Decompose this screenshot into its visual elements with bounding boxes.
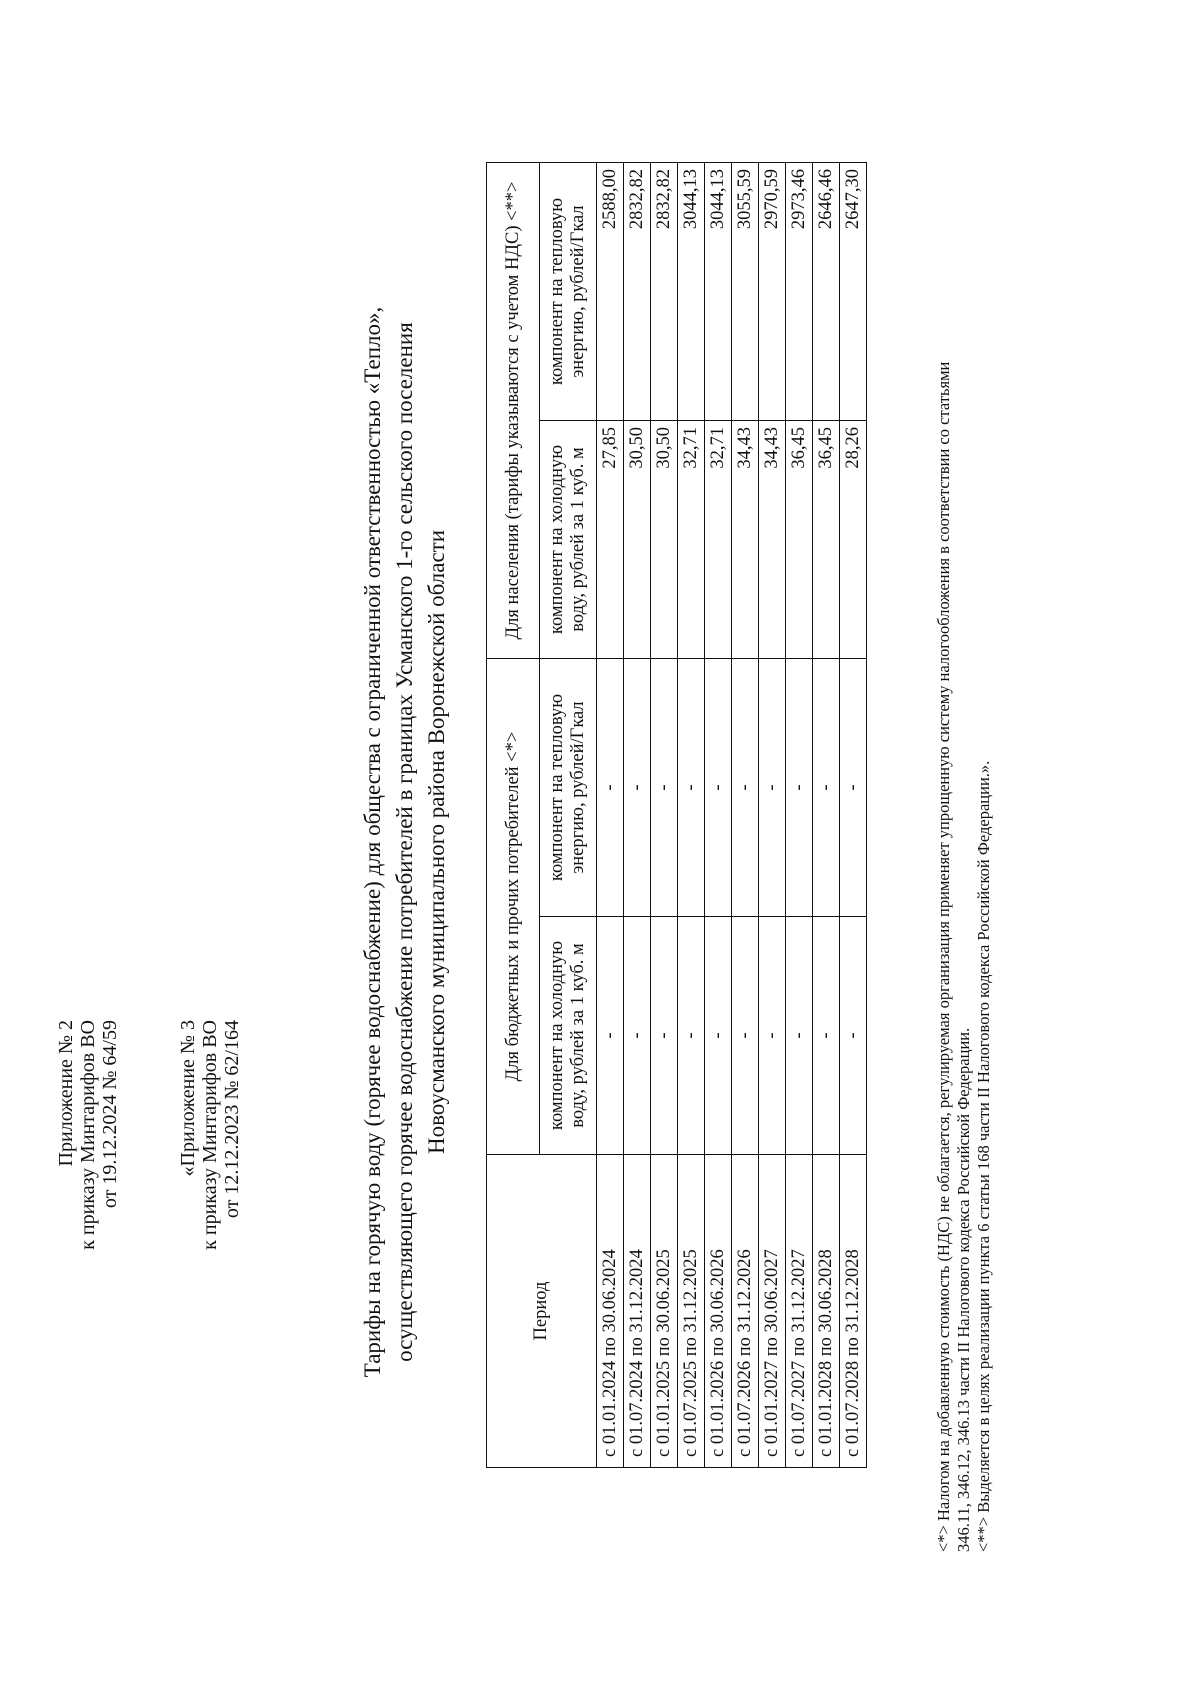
budget-cold-water-cell: - [732,917,759,1155]
title-line-2: осуществляющего горячее водоснабжение потребителей в границах Усманского 1-го сельского поселения [392,322,417,1362]
budget-heat-energy-cell: - [732,659,759,917]
appendix-number: Приложение № 2 [55,1020,77,1167]
previous-appendix-header [177,1020,243,1250]
budget-heat-energy-cell: - [597,659,624,917]
period-cell: с 01.01.2028 по 30.06.2028 [813,1155,840,1468]
appendix-date: от 19.12.2024 № 64/59 [99,1020,121,1209]
budget-cold-water-cell: - [759,917,786,1155]
table-row [597,163,624,1468]
population-heat-energy-cell: 2973,46 [786,163,813,421]
previous-appendix-number: «Приложение № 3 [177,1020,199,1177]
budget-heat-energy-cell: - [651,659,678,917]
footnote-vat-population-text: <**> Выделяется в целях реализации пункта 6 статьи 168 части II Налогового кодекса Российской Федерации.». [974,760,993,1552]
population-cold-water-cell: 32,71 [678,421,705,659]
population-heat-energy-cell: 3044,13 [705,163,732,421]
tariff-table-body [597,163,867,1468]
budget-cold-water-cell: - [651,917,678,1155]
budget-heat-energy-cell: - [705,659,732,917]
budget-heat-energy-cell: - [813,659,840,917]
appendix-header [55,1020,121,1250]
period-cell: с 01.07.2026 по 31.12.2026 [732,1155,759,1468]
population-cold-water-cell: 30,50 [651,421,678,659]
budget-heat-energy-header: компонент на тепловую энергию, рублей/Гкал [540,659,597,917]
budget-cold-water-cell: - [786,917,813,1155]
table-row [678,163,705,1468]
population-cold-water-cell: 28,26 [840,421,867,659]
appendix-order: к приказу Минтарифов ВО [77,1020,99,1250]
table-row [840,163,867,1468]
population-heat-energy-cell: 2646,46 [813,163,840,421]
population-heat-energy-cell: 3055,59 [732,163,759,421]
previous-appendix-order: к приказу Минтарифов ВО [199,1020,221,1250]
population-cold-water-header: компонент на холодную воду, рублей за 1 куб. м [540,421,597,659]
population-cold-water-cell: 32,71 [705,421,732,659]
population-heat-energy-cell: 2588,00 [597,163,624,421]
population-heat-energy-cell: 2970,59 [759,163,786,421]
budget-cold-water-cell: - [813,917,840,1155]
footnote-vat-line-1: <*> Налогом на добавленную стоимость (НДС) не облагается, регулируемая организация применяет упрощенную систему налогообложения в соответствии со статьями [934,361,953,1552]
period-cell: с 01.01.2024 по 30.06.2024 [597,1155,624,1468]
budget-cold-water-cell: - [624,917,651,1155]
budget-heat-energy-cell: - [678,659,705,917]
tariff-table [486,162,867,1468]
table-row [813,163,840,1468]
previous-appendix-date: от 12.12.2023 № 62/164 [221,1020,243,1219]
period-header: Период [487,1155,597,1468]
table-row [732,163,759,1468]
table-row [705,163,732,1468]
table-row [759,163,786,1468]
budget-heat-energy-cell: - [840,659,867,917]
period-cell: с 01.01.2025 по 30.06.2025 [651,1155,678,1468]
budget-consumers-header: Для бюджетных и прочих потребителей <*> [487,659,540,1155]
period-cell: с 01.07.2028 по 31.12.2028 [840,1155,867,1468]
footnote-vat-line-2: 346.11, 346.12, 346.13 части II Налогового кодекса Российской Федерации. [954,1027,973,1552]
budget-cold-water-cell: - [597,917,624,1155]
population-cold-water-cell: 36,45 [786,421,813,659]
period-cell: с 01.07.2024 по 31.12.2024 [624,1155,651,1468]
population-heat-energy-cell: 2832,82 [624,163,651,421]
period-cell: с 01.07.2027 по 31.12.2027 [786,1155,813,1468]
budget-heat-energy-cell: - [759,659,786,917]
budget-cold-water-header: компонент на холодную воду, рублей за 1 куб. м [540,917,597,1155]
population-cold-water-cell: 34,43 [732,421,759,659]
budget-cold-water-cell: - [840,917,867,1155]
population-cold-water-cell: 30,50 [624,421,651,659]
table-row [651,163,678,1468]
budget-heat-energy-cell: - [786,659,813,917]
population-header: Для населения (тарифы указываются с учетом НДС) <**> [487,163,540,659]
period-cell: с 01.01.2026 по 30.06.2026 [705,1155,732,1468]
title-line-3: Новоусманского муниципального района Воронежской области [424,529,449,1155]
footnote-vat-population [974,152,994,1552]
budget-cold-water-cell: - [705,917,732,1155]
budget-cold-water-cell: - [678,917,705,1155]
population-cold-water-cell: 36,45 [813,421,840,659]
period-cell: с 01.07.2025 по 31.12.2025 [678,1155,705,1468]
population-heat-energy-cell: 2647,30 [840,163,867,421]
table-row [624,163,651,1468]
population-cold-water-cell: 34,43 [759,421,786,659]
table-row [786,163,813,1468]
population-heat-energy-cell: 2832,82 [651,163,678,421]
footnote-vat [934,152,974,1552]
title-line-1: Тарифы на горячую воду (горячее водоснабжение) для общества с ограниченной ответственностью «Тепло», [360,306,385,1378]
population-heat-energy-cell: 3044,13 [678,163,705,421]
population-heat-energy-header: компонент на тепловую энергию, рублей/Гкал [540,163,597,421]
period-cell: с 01.01.2027 по 30.06.2027 [759,1155,786,1468]
population-cold-water-cell: 27,85 [597,421,624,659]
budget-heat-energy-cell: - [624,659,651,917]
document-title [357,242,453,1442]
